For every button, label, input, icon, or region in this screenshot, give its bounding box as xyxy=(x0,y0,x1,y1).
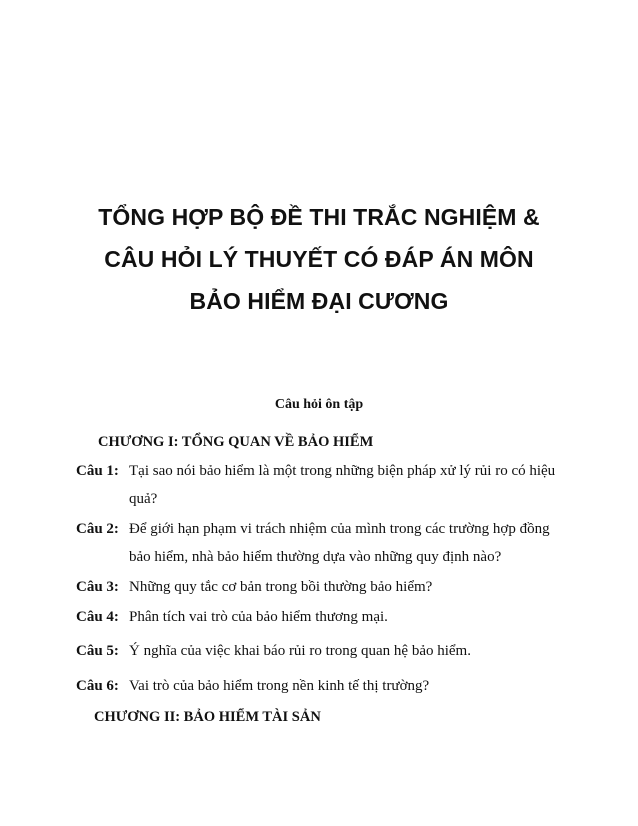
question-number: Câu 2: xyxy=(76,521,119,537)
question-item-6 xyxy=(76,672,576,700)
question-number: Câu 5: xyxy=(76,643,119,659)
question-text: Ý nghĩa của việc khai báo rủi ro trong quan hệ bảo hiểm. xyxy=(129,643,471,659)
question-item-3 xyxy=(76,573,576,601)
question-number: Câu 1: xyxy=(76,463,119,479)
question-number: Câu 4: xyxy=(76,609,119,625)
question-item-5 xyxy=(76,637,576,665)
title-line-2: CÂU HỎI LÝ THUYẾT CÓ ĐÁP ÁN MÔN xyxy=(104,246,534,272)
question-text: Tại sao nói bảo hiểm là một trong những biện pháp xử lý rủi ro có hiệu quả? xyxy=(129,463,556,507)
question-item-1 xyxy=(76,457,576,513)
question-text: Vai trò của bảo hiểm trong nền kinh tế thị trường? xyxy=(129,678,430,694)
title-line-3: BẢO HIỂM ĐẠI CƯƠNG xyxy=(189,288,449,314)
section-subtitle: Câu hỏi ôn tập xyxy=(274,397,364,412)
document-title xyxy=(0,196,638,322)
chapter-1-heading: CHƯƠNG I: TỔNG QUAN VỀ BẢO HIỂM xyxy=(98,434,374,450)
chapter-2-heading: CHƯƠNG II: BẢO HIỂM TÀI SẢN xyxy=(94,709,321,725)
question-text: Những quy tắc cơ bản trong bồi thường bảo hiểm? xyxy=(129,579,433,595)
question-number: Câu 6: xyxy=(76,678,119,694)
question-number: Câu 3: xyxy=(76,579,119,595)
question-item-4 xyxy=(76,603,576,631)
title-line-1: TỔNG HỢP BỘ ĐỀ THI TRẮC NGHIỆM & xyxy=(98,204,540,230)
question-item-2 xyxy=(76,515,576,571)
question-text: Để giới hạn phạm vi trách nhiệm của mình trong các trường hợp đồng bảo hiểm, nhà bảo hiểm thường dựa vào những quy định nào? xyxy=(129,521,550,565)
question-text: Phân tích vai trò của bảo hiểm thương mại. xyxy=(129,609,388,625)
